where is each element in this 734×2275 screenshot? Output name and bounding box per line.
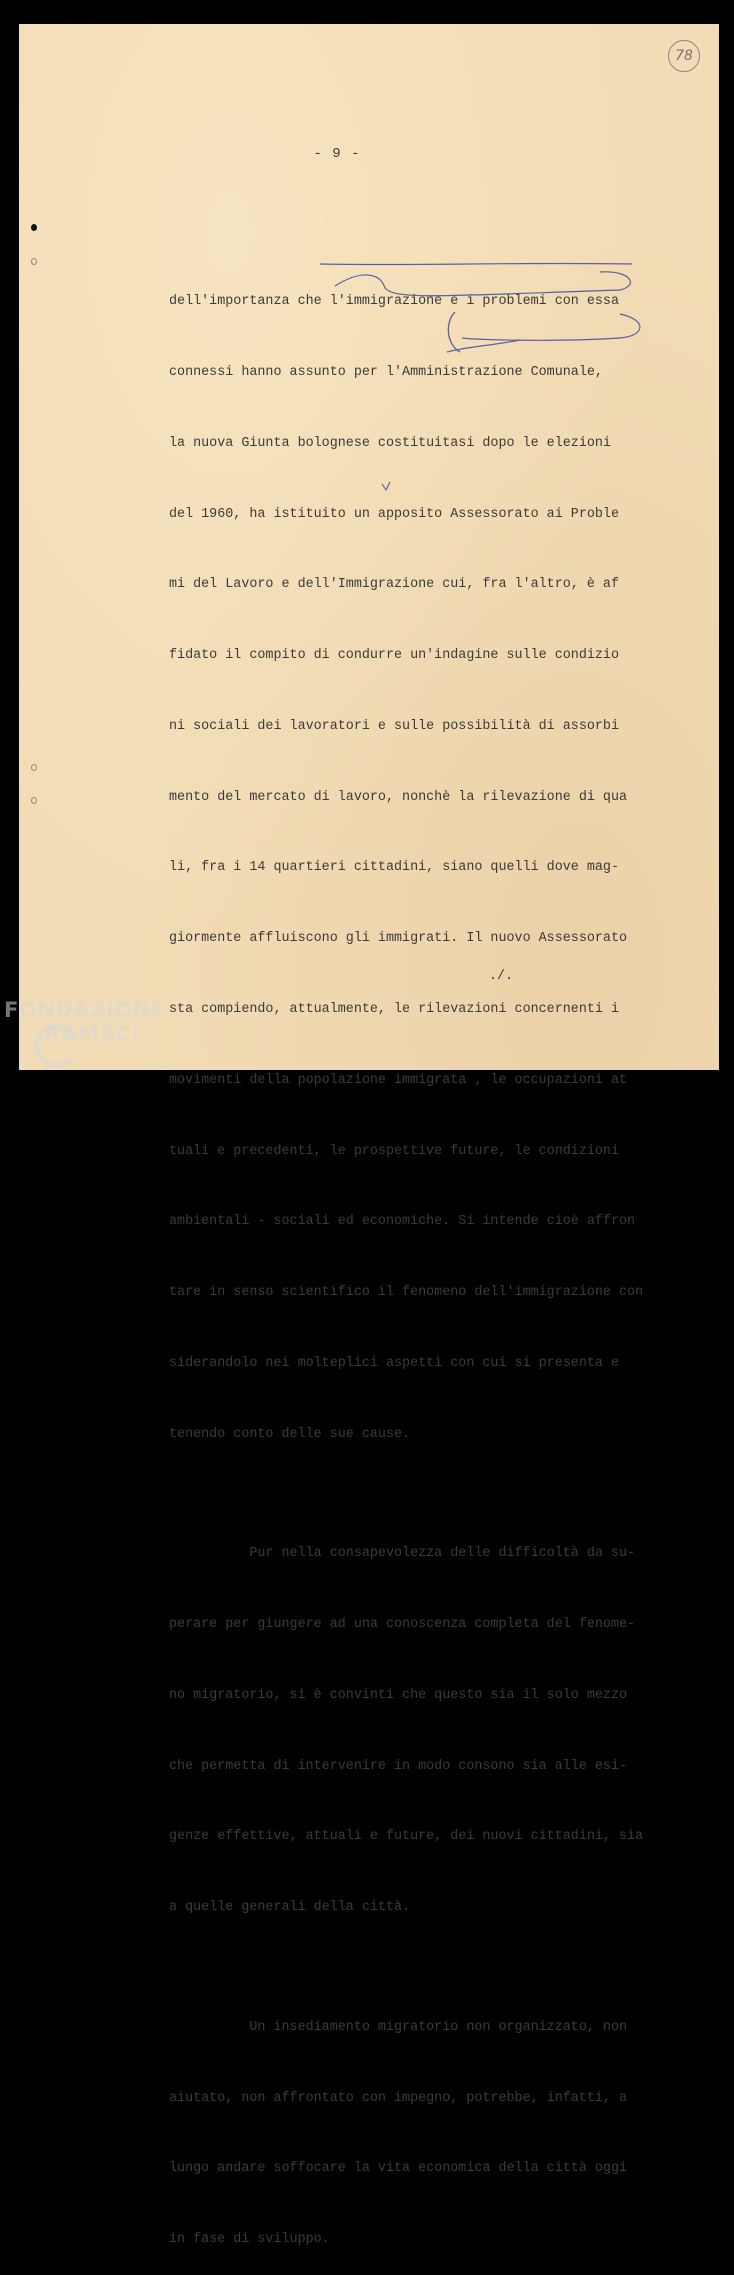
continuation-mark: ./. xyxy=(489,969,514,984)
text-line: ni sociali dei lavoratori e sulle possibilità di assorbi xyxy=(169,718,619,734)
text-line: che permetta di intervenire in modo consono sia alle esi- xyxy=(169,1758,628,1774)
text-line: connessi hanno assunto per l'Amministrazione Comunale, xyxy=(169,364,603,380)
archive-stamp: 78 xyxy=(668,40,700,72)
text-line: aiutato, non affrontato con impegno, potrebbe, infatti, a xyxy=(169,2090,628,2106)
gramsci-logo-icon xyxy=(34,1024,78,1068)
text-line: genze effettive, attuali e future, dei nuovi cittadini, sia xyxy=(169,1829,644,1845)
text-line: lungo andare soffocare la vita economica della città oggi xyxy=(169,2161,628,2177)
watermark-line: FONDAZIONE xyxy=(4,998,166,1022)
paragraph-gap xyxy=(169,1493,689,1495)
body-text xyxy=(169,243,689,2275)
text-line: li, fra i 14 quartieri cittadini, siano quelli dove mag- xyxy=(169,860,619,876)
text-line: a quelle generali della città. xyxy=(169,1900,411,1916)
watermark-line: onlus xyxy=(149,1060,176,1070)
archive-watermark xyxy=(4,998,176,1070)
text-line: siderandolo nei molteplici aspetti con cui si presenta e xyxy=(169,1355,619,1371)
text-line: in fase di sviluppo. xyxy=(169,2232,330,2248)
text-line: movimenti della popolazione immigrata , le occupazioni at xyxy=(169,1072,628,1088)
text-line: giormente affluiscono gli immigrati. Il nuovo Assessorato xyxy=(169,931,628,947)
binder-hole-icon xyxy=(31,764,37,771)
text-line: la nuova Giunta bolognese costituitasi dopo le elezioni xyxy=(169,435,611,451)
text-line: del 1960, ha istituito un apposito Assessorato ai Proble xyxy=(169,506,619,522)
text-line: mento del mercato di lavoro, nonchè la rilevazione di qua xyxy=(169,789,628,805)
text-line: fidato il compito di condurre un'indagine sulle condizio xyxy=(169,648,619,664)
text-line: no migratorio, si è convinti che questo sia il solo mezzo xyxy=(169,1687,628,1703)
binder-hole-icon xyxy=(31,258,37,265)
paragraph-gap xyxy=(169,1967,689,1969)
text-line: sta compiendo, attualmente, le rilevazioni concernenti i xyxy=(169,1002,619,1017)
text-line: mi del Lavoro e dell'Immigrazione cui, fra l'altro, è af xyxy=(169,577,619,593)
text-line: dell'importanza che l'immigrazione e i problemi con essa xyxy=(169,294,619,310)
text-line: tenendo conto delle sue cause. xyxy=(169,1426,411,1442)
text-line: Pur nella consapevolezza delle difficoltà da su- xyxy=(169,1546,636,1562)
text-line: Un insediamento migratorio non organizzato, non xyxy=(169,2019,628,2035)
text-line: ambientali - sociali ed economiche. Si intende cioè affron xyxy=(169,1214,636,1230)
binder-hole-icon xyxy=(31,797,37,804)
text-line: tuali e precedenti, le prospettive future, le condizioni xyxy=(169,1143,619,1159)
text-line: tare in senso scientifico il fenomeno dell'immigrazione con xyxy=(169,1285,644,1301)
text-line: perare per giungere ad una conoscenza completa del fenome- xyxy=(169,1617,636,1633)
binder-hole-icon xyxy=(31,224,37,231)
page-number: - 9 - xyxy=(313,146,361,162)
watermark-line: RAMSCI xyxy=(45,1022,140,1046)
